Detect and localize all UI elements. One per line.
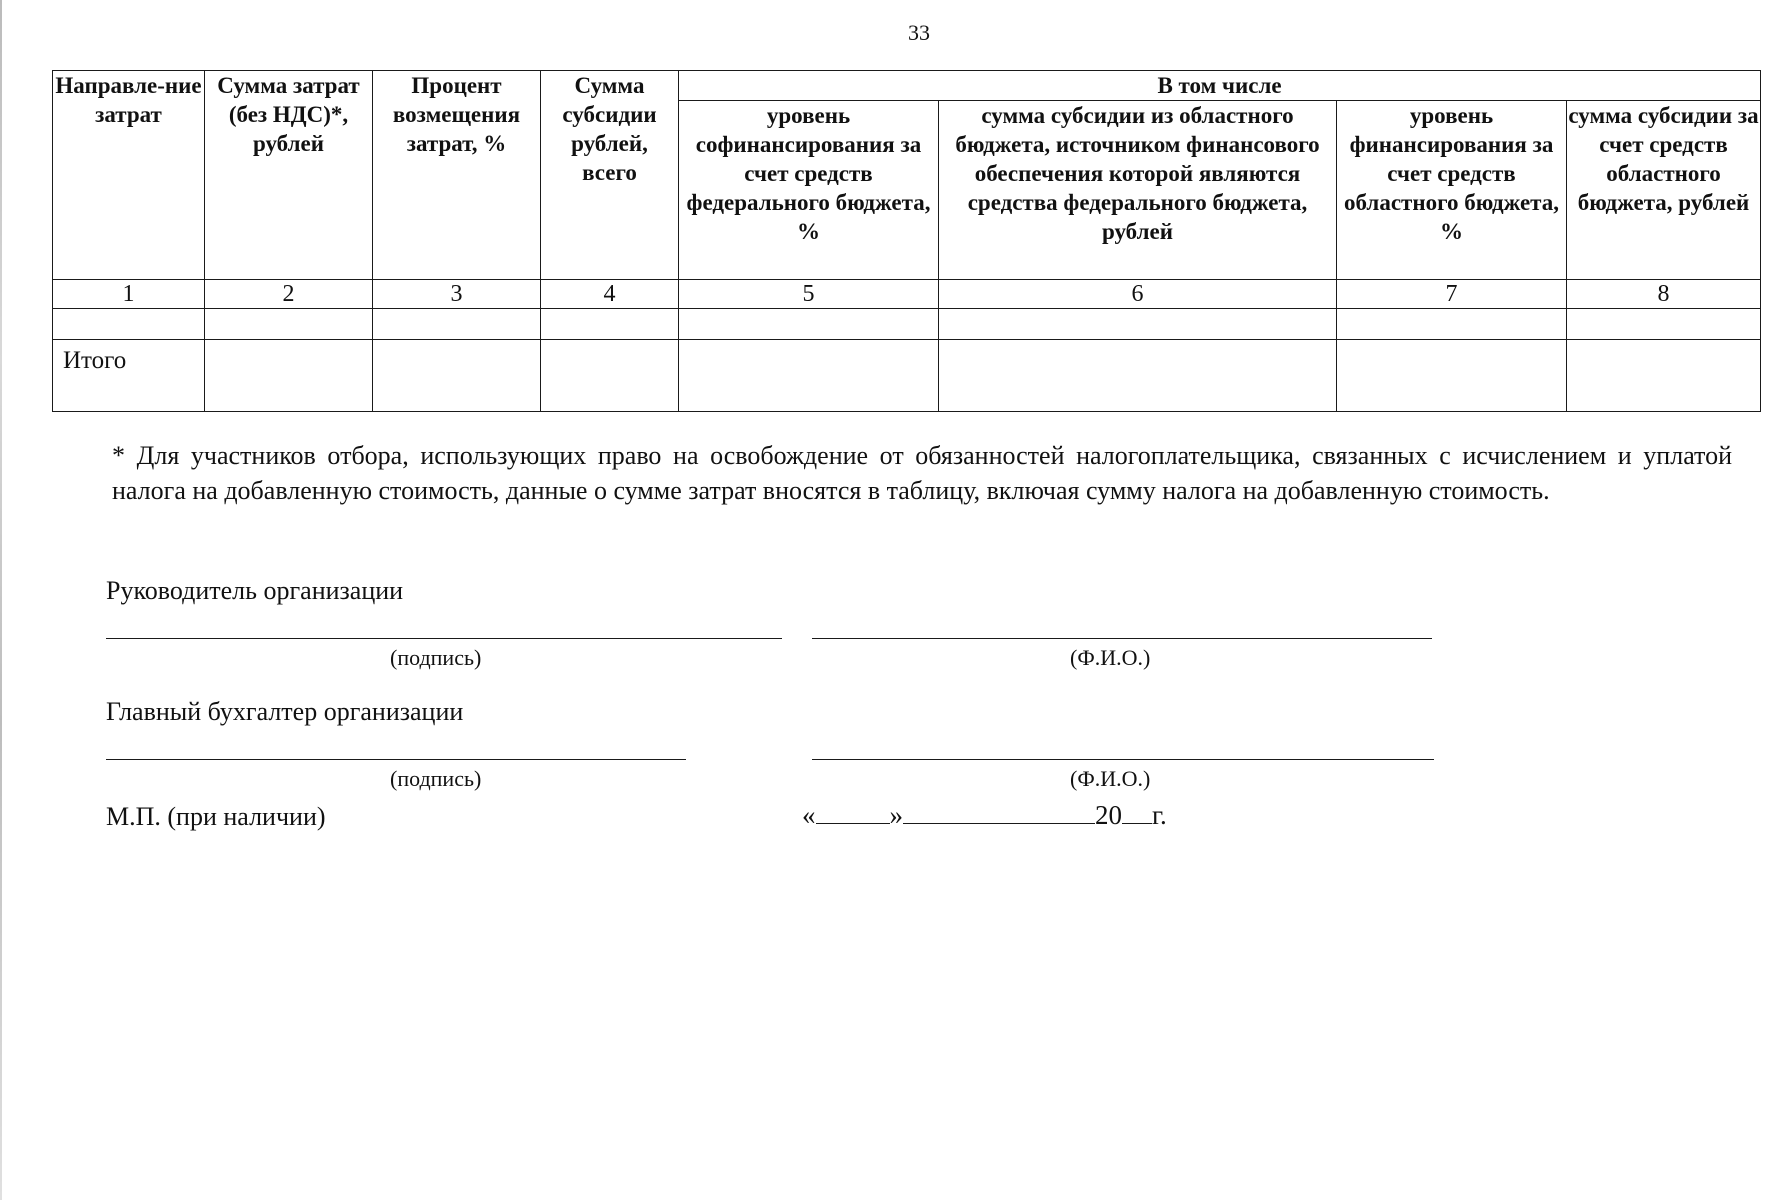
director-signature-line[interactable] (106, 638, 782, 639)
accountant-name-line[interactable] (812, 759, 1434, 760)
date-open-quote: « (802, 800, 816, 830)
header-regional-subsidy-sum: сумма субсидии за счет средств областного бюджета, рублей (1567, 101, 1761, 280)
page-number: 33 (908, 20, 930, 45)
column-number-row (53, 280, 1761, 309)
total-cell[interactable] (205, 340, 373, 412)
column-number: 6 (939, 280, 1337, 309)
director-name-caption: (Ф.И.О.) (1070, 645, 1151, 670)
table-cell[interactable] (373, 309, 541, 340)
cost-table (52, 70, 1761, 412)
director-name-line[interactable] (812, 638, 1432, 639)
accountant-signature-line[interactable] (106, 759, 686, 760)
director-signature-caption: (подпись) (390, 645, 482, 670)
header-cost-sum: Сумма затрат (без НДС)*, рублей (205, 71, 373, 280)
header-reimbursement-percent: Процент возмещения затрат, % (373, 71, 541, 280)
total-cell[interactable] (1337, 340, 1567, 412)
column-number: 4 (541, 280, 679, 309)
date-close-quote: » (889, 800, 903, 830)
data-row-empty (53, 309, 1761, 340)
accountant-label: Главный бухгалтер организации (106, 697, 464, 726)
header-federal-cofinancing-level: уровень софинансирования за счет средств федерального бюджета, % (679, 101, 939, 280)
total-row (53, 340, 1761, 412)
date-day-blank[interactable] (816, 801, 890, 824)
column-number: 7 (1337, 280, 1567, 309)
total-label: Итого (53, 340, 205, 412)
date-field (802, 800, 1167, 831)
table-cell[interactable] (939, 309, 1337, 340)
table-cell[interactable] (1337, 309, 1567, 340)
table-cell[interactable] (679, 309, 939, 340)
header-regional-subsidy-federal-source: сумма субсидии из областного бюджета, источником финансового обеспечения которой являются средства федерального бюджета, рублей (939, 101, 1337, 280)
date-month-blank[interactable] (903, 801, 1095, 824)
header-direction: Направле-ние затрат (53, 71, 205, 280)
accountant-name-caption: (Ф.И.О.) (1070, 766, 1151, 791)
column-number: 8 (1567, 280, 1761, 309)
header-subsidy-total: Сумма субсидии рублей, всего (541, 71, 679, 280)
scan-edge (0, 0, 2, 1200)
total-cell[interactable] (541, 340, 679, 412)
column-number: 1 (53, 280, 205, 309)
table-cell[interactable] (541, 309, 679, 340)
header-including-group: В том числе (679, 71, 1761, 101)
vat-footnote: * Для участников отбора, использующих право на освобождение от обязанностей налогоплательщика, связанных с исчислением и уплатой налога на добавленную стоимость, данные о сумме затрат вносятся в таблицу, включая сумму налога на добавленную стоимость. (112, 441, 1732, 505)
table-cell[interactable] (205, 309, 373, 340)
header-regional-financing-level: уровень финансирования за счет средств областного бюджета, % (1337, 101, 1567, 280)
total-cell[interactable] (939, 340, 1337, 412)
date-year-prefix: 20 (1095, 800, 1122, 830)
date-year-blank[interactable] (1122, 801, 1152, 824)
total-cell[interactable] (1567, 340, 1761, 412)
column-number: 3 (373, 280, 541, 309)
column-number: 5 (679, 280, 939, 309)
date-year-suffix: г. (1152, 800, 1167, 830)
stamp-label: М.П. (при наличии) (106, 802, 326, 831)
total-cell[interactable] (679, 340, 939, 412)
header-row-top (53, 71, 1761, 101)
table-cell[interactable] (53, 309, 205, 340)
column-number: 2 (205, 280, 373, 309)
accountant-signature-caption: (подпись) (390, 766, 482, 791)
director-label: Руководитель организации (106, 576, 404, 605)
total-cell[interactable] (373, 340, 541, 412)
table-cell[interactable] (1567, 309, 1761, 340)
